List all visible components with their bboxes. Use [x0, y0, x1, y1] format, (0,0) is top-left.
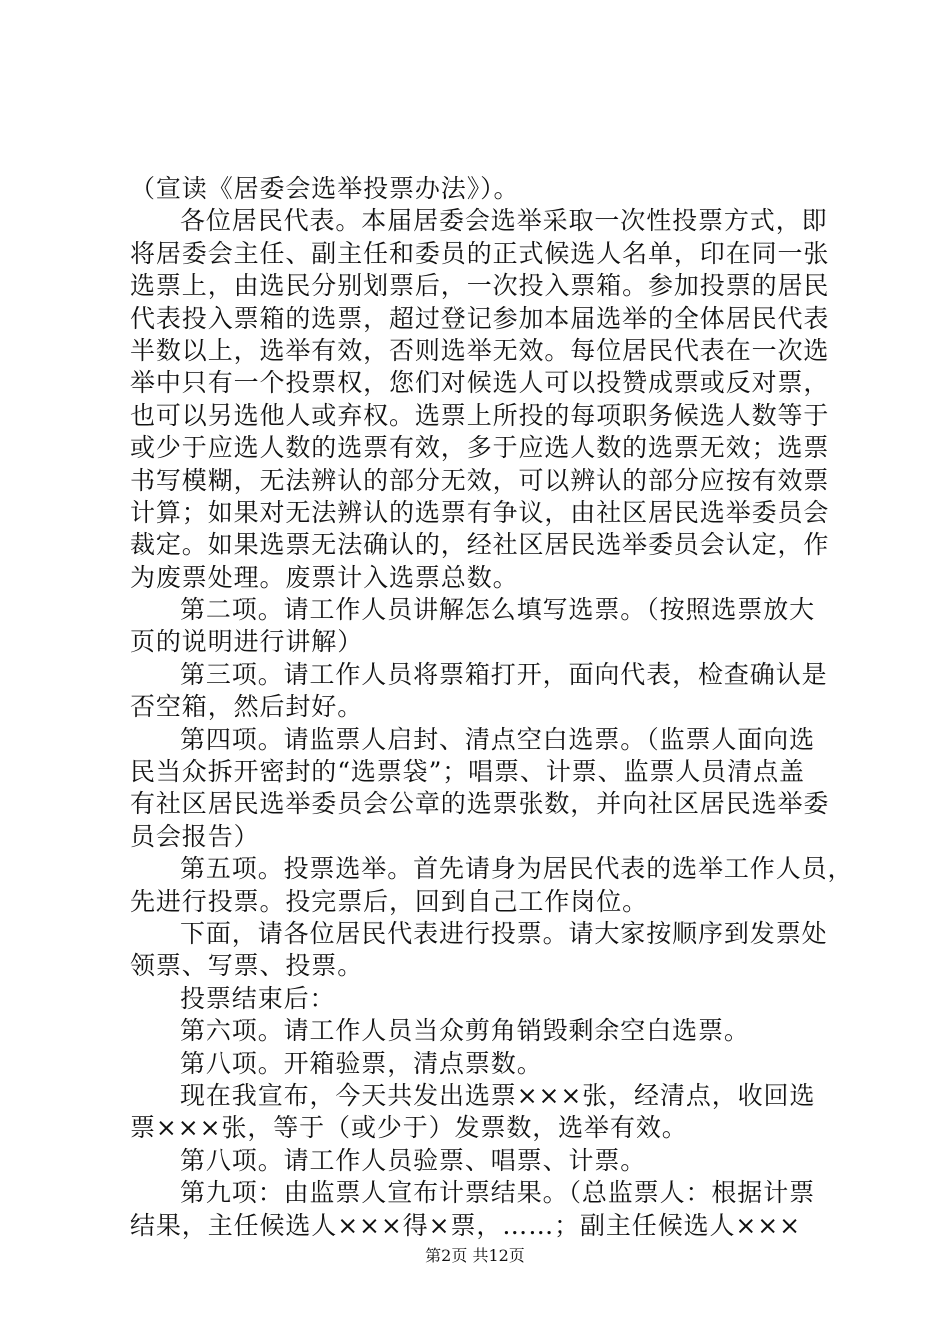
- text-line: 将居委会主任、副主任和委员的正式候选人名单，印在同一张: [130, 238, 830, 268]
- text-line: 员会报告）: [130, 821, 260, 851]
- text-line: 第四项。请监票人启封、清点空白选票。（监票人面向选: [180, 724, 816, 754]
- text-line: 第六项。请工作人员当众剪角销毁剩余空白选票。: [180, 1016, 750, 1046]
- text-line: 第三项。请工作人员将票箱打开，面向代表，检查确认是: [180, 659, 828, 689]
- text-line: 第八项。请工作人员验票、唱票、计票。: [180, 1145, 647, 1175]
- text-line: 各位居民代表。本届居委会选举采取一次性投票方式，即: [180, 206, 828, 236]
- text-line: 计算；如果对无法辨认的选票有争议，由社区居民选举委员会: [130, 497, 830, 527]
- text-line: 第九项：由监票人宣布计票结果。（总监票人：根据计票: [180, 1178, 816, 1208]
- text-line: 票×××张，等于（或少于）发票数，选举有效。: [130, 1113, 688, 1143]
- text-line: 先进行投票。投完票后，回到自己工作岗位。: [130, 886, 649, 916]
- text-line: 民当众拆开密封的“选票袋”；唱票、计票、监票人员清点盖: [130, 757, 805, 787]
- text-line: 为废票处理。废票计入选票总数。: [130, 562, 519, 592]
- text-line: 书写模糊，无法辨认的部分无效，可以辨认的部分应按有效票: [130, 465, 830, 495]
- text-line: 下面，请各位居民代表进行投票。请大家按顺序到发票处: [180, 918, 828, 948]
- text-line: 半数以上，选举有效，否则选举无效。每位居民代表在一次选: [130, 335, 830, 365]
- text-line: 现在我宣布，今天共发出选票×××张，经清点，收回选: [180, 1080, 816, 1110]
- text-line: 投票结束后：: [180, 983, 336, 1013]
- text-line: 裁定。如果选票无法确认的，经社区居民选举委员会认定，作: [130, 530, 830, 560]
- text-line: 举中只有一个投票权，您们对候选人可以投赞成票或反对票，: [130, 368, 830, 398]
- text-line: 或少于应选人数的选票有效，多于应选人数的选票无效；选票: [130, 433, 830, 463]
- text-line: 第八项。开箱验票，清点票数。: [180, 1048, 543, 1078]
- text-line: 否空箱，然后封好。: [130, 692, 364, 722]
- text-line: 选票上，由选民分别划票后，一次投入票箱。参加投票的居民: [130, 271, 830, 301]
- text-line: 领票、写票、投票。: [130, 951, 364, 981]
- text-line: 页的说明进行讲解）: [130, 627, 364, 657]
- text-line: 有社区居民选举委员会公章的选票张数，并向社区居民选举委: [130, 789, 830, 819]
- document-body: [130, 173, 854, 1242]
- text-line: 第二项。请工作人员讲解怎么填写选票。（按照选票放大: [180, 595, 816, 625]
- text-line: 第五项。投票选举。首先请身为居民代表的选举工作人员，: [180, 854, 854, 884]
- page-number-footer: 第2页 共12页: [425, 1246, 525, 1265]
- text-line: 结果，主任候选人×××得×票，……；副主任候选人×××: [130, 1210, 801, 1240]
- text-line: （宣读《居委会选举投票办法》）。: [130, 174, 520, 203]
- text-line: 代表投入票箱的选票，超过登记参加本届选举的全体居民代表: [130, 303, 830, 333]
- text-line: 也可以另选他人或弃权。选票上所投的每项职务候选人数等于: [130, 400, 830, 430]
